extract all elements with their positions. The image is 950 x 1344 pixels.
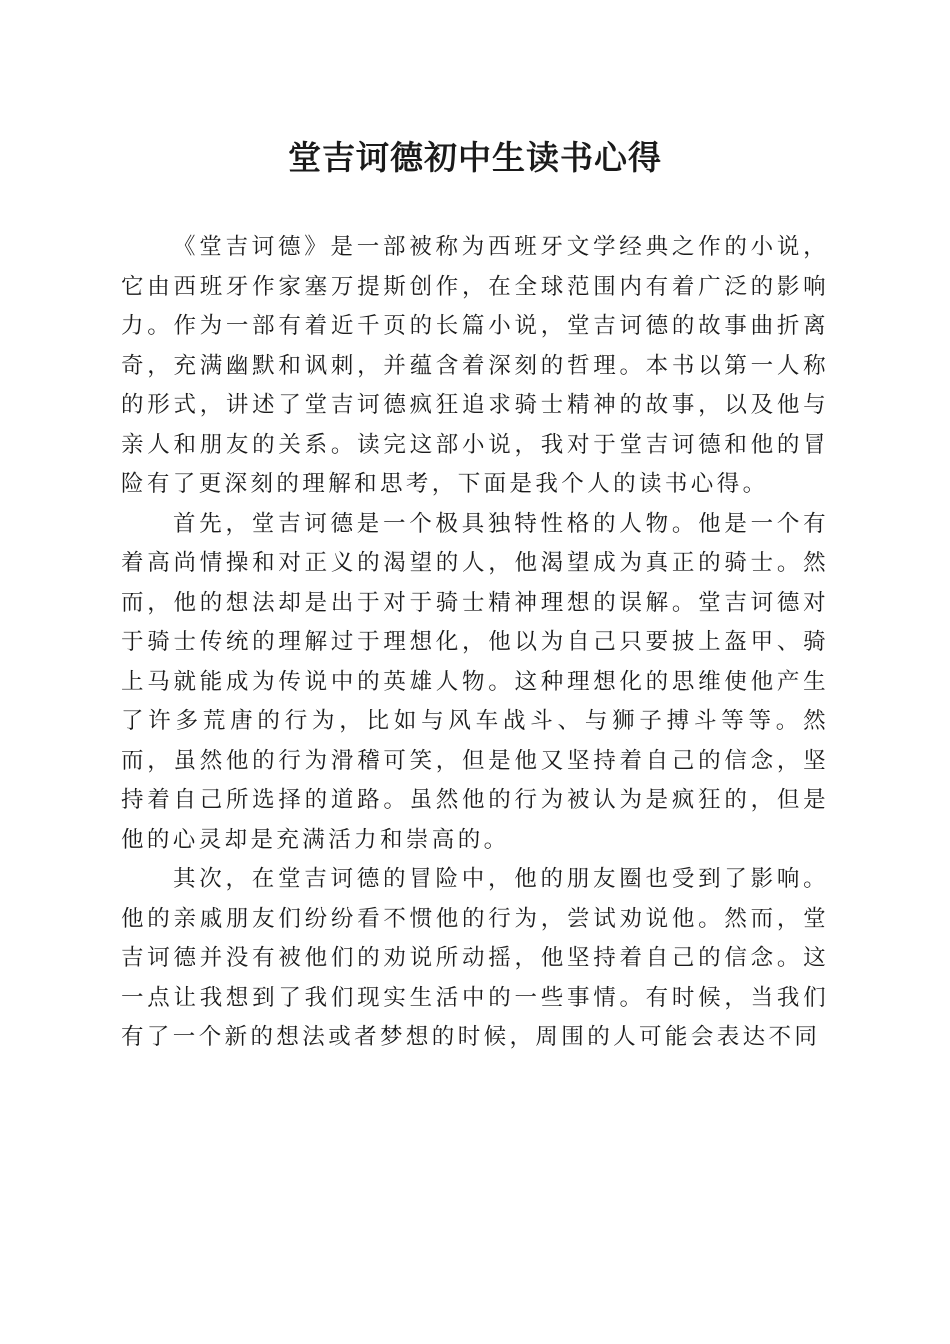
paragraph-intro: 《堂吉诃德》是一部被称为西班牙文学经典之作的小说，它由西班牙作家塞万提斯创作，在全球范围内有着广泛的影响力。作为一部有着近千页的长篇小说，堂吉诃德的故事曲折离奇，充满幽默和讽刺，并蕴含着深刻的哲理。本书以第一人称的形式，讲述了堂吉诃德疯狂追求骑士精神的故事，以及他与亲人和朋友的关系。读完这部小说，我对于堂吉诃德和他的冒险有了更深刻的理解和思考，下面是我个人的读书心得。 [121,234,829,497]
paragraph-first: 首先，堂吉诃德是一个极具独特性格的人物。他是一个有着高尚情操和对正义的渴望的人，他渴望成为真正的骑士。然而，他的想法却是出于对于骑士精神理想的误解。堂吉诃德对于骑士传统的理解过于理想化，他以为自己只要披上盔甲、骑上马就能成为传说中的英雄人物。这种理想化的思维使他产生了许多荒唐的行为，比如与风车战斗、与狮子搏斗等等。然而，虽然他的行为滑稽可笑，但是他又坚持着自己的信念，坚持着自己所选择的道路。虽然他的行为被认为是疯狂的，但是他的心灵却是充满活力和崇高的。 [121,510,829,853]
paragraph-second: 其次，在堂吉诃德的冒险中，他的朋友圈也受到了影响。他的亲戚朋友们纷纷看不惯他的行为，尝试劝说他。然而，堂吉诃德并没有被他们的劝说所动摇，他坚持着自己的信念。这一点让我想到了我们现实生活中的一些事情。有时候，当我们有了一个新的想法或者梦想的时候，周围的人可能会表达不同 [121,866,829,1050]
document-title: 堂吉诃德初中生读书心得 [288,138,662,177]
document-body [121,228,829,1058]
